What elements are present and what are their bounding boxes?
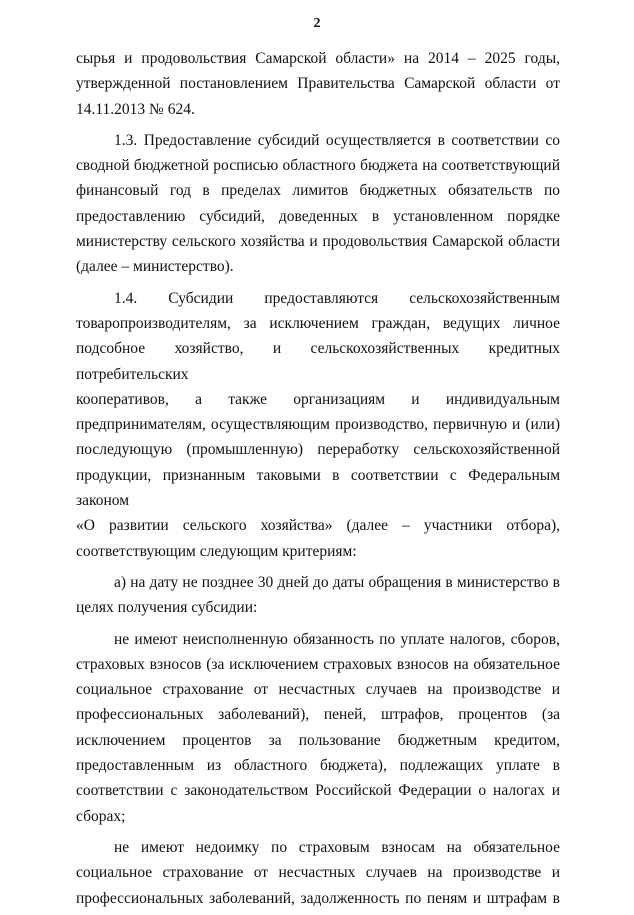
text-line: сырья и продовольствия Самарской области» на 2014 – 2025 годы, bbox=[76, 50, 560, 67]
paragraph bbox=[76, 835, 560, 911]
text-line: целях получения субсидии: bbox=[76, 599, 258, 617]
text-line: не имеют недоимку по страховым взносам на обязательное bbox=[114, 838, 560, 856]
text-line: министерству сельского хозяйства и продовольствия Самарской области bbox=[76, 233, 560, 251]
text-line: предпринимателям, осуществляющим производство, первичную и (или) bbox=[76, 416, 560, 434]
paragraph bbox=[76, 286, 560, 564]
paragraph bbox=[76, 570, 560, 621]
text-line: продукции, признанным таковыми в соответствии с Федеральным законом bbox=[76, 466, 560, 510]
text-line: 1.4. Субсидии предоставляются сельскохозяйственным bbox=[114, 289, 560, 307]
text-line: социальное страхование от несчастных случаев на производстве и bbox=[76, 864, 560, 882]
paragraph bbox=[76, 46, 560, 122]
text-line: профессиональных заболеваний, задолженность по пеням и штрафам в bbox=[76, 889, 560, 907]
text-line: а) на дату не позднее 30 дней до даты обращения в министерство в bbox=[114, 573, 560, 591]
text-line: кооперативов, а также организациям и индивидуальным bbox=[76, 390, 560, 408]
text-line: сводной бюджетной росписью областного бюджета на соответствующий bbox=[76, 157, 560, 175]
text-line: соответствии с законодательством Российской Федерации о налогах и bbox=[76, 782, 560, 800]
page-number: 2 bbox=[313, 16, 321, 31]
text-line: 14.11.2013 № 624. bbox=[76, 100, 195, 118]
text-line: социальное страхование от несчастных случаев на производстве и bbox=[76, 681, 560, 699]
paragraph bbox=[76, 128, 560, 280]
text-line: страховых взносов (за исключением страховых взносов на обязательное bbox=[76, 655, 560, 673]
text-line: предоставлению субсидий, доведенных в установленном порядке bbox=[76, 207, 560, 225]
text-line: финансовый год в пределах лимитов бюджетных обязательств по bbox=[76, 182, 560, 200]
text-line: соответствующим следующим критериям: bbox=[76, 542, 357, 560]
text-line: предоставленным из областного бюджета), подлежащих уплате в bbox=[76, 757, 560, 775]
text-line: (далее – министерство). bbox=[76, 258, 234, 276]
text-line: «О развитии сельского хозяйства» (далее – участники отбора), bbox=[76, 517, 560, 535]
text-line: товаропроизводителям, за исключением граждан, ведущих личное bbox=[76, 314, 560, 332]
text-line: подсобное хозяйство, и сельскохозяйственных кредитных потребительских bbox=[76, 340, 560, 383]
document-body bbox=[76, 46, 560, 915]
text-line: не имеют неисполненную обязанность по уплате налогов, сборов, bbox=[114, 630, 560, 648]
text-line: 1.3. Предоставление субсидий осуществляется в соответствии со bbox=[114, 131, 560, 149]
text-line: последующую (промышленную) переработку сельскохозяйственной bbox=[76, 441, 560, 459]
text-line: профессиональных заболеваний), пеней, штрафов, процентов (за bbox=[76, 706, 560, 724]
text-line: утвержденной постановлением Правительства Самарской области от bbox=[76, 75, 560, 93]
paragraph bbox=[76, 627, 560, 829]
text-line: сборах; bbox=[76, 807, 126, 825]
text-line: исключением процентов за пользование бюджетным кредитом, bbox=[76, 731, 560, 749]
